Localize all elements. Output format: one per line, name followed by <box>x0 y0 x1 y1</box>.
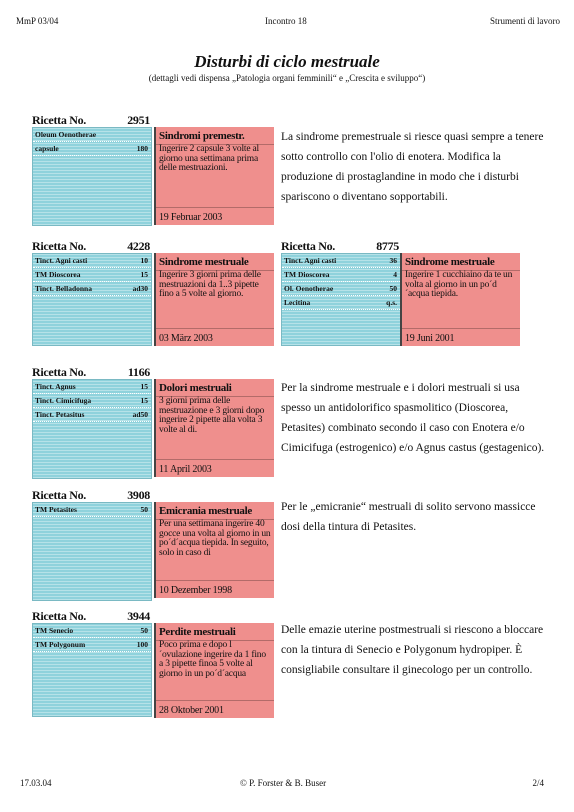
ingredient-row: Ol. Oenotherae 50 <box>282 282 400 296</box>
usage-card-8775: Sindrome mestruale Ingerire 1 cucchiaino da te un volta al giorno in un po´d´acqua tiepida. 19 Juni 2001 <box>400 253 520 346</box>
recipe-number: 1166 <box>127 365 150 379</box>
ingredient-row: TM Senecio 50 <box>33 624 151 638</box>
ingredient-row: Tinct. Cimicifuga 15 <box>33 394 151 408</box>
usage-card-2951 <box>154 127 274 225</box>
ingredient-row: Lecitina q.s. <box>282 296 400 310</box>
description-4: Delle emazie uterine postmestruali si riescono a bloccare con la tintura di Senecio e Polygonum hydropiper. È consigliabile consultare il ginecologo per un controllo. <box>281 624 544 676</box>
ingredient-row: Tinct. Petasitus ad50 <box>33 408 151 422</box>
recipe-label: Ricetta No. <box>32 113 87 127</box>
ingredient-row: Tinct. Agni casti 10 <box>33 254 151 268</box>
recipe-card-3944: Ricetta No. 3944 TM Senecio 50 TM Polygonum 100 <box>32 609 152 717</box>
footer-date: 17.03.04 <box>20 778 52 788</box>
footer-page-number: 2/4 <box>532 778 544 788</box>
usage-card-3908: Emicrania mestruale Per una settimana ingerire 40 gocce una volta al giorno in un po´d´acqua tiepida. In seguito, solo in caso di 10 Dezember 1998 <box>154 502 274 598</box>
ingredient-row: TM Polygonum 100 <box>33 638 151 652</box>
recipe-card-1166: Ricetta No. 1166 Tinct. Agnus 15 Tinct. Cimicifuga 15 Tinct. Petasitus ad50 <box>32 365 152 479</box>
description-2: Per la sindrome mestruale e i dolori mestruali si usa spesso un antidolorifico spasmolitico (Dioscorea, Petasites) combinato secondo il caso con Enotera e/o Cimicifuga (estrogenico) e/o Agnus castus (gestagenico). <box>281 382 545 454</box>
usage-title: Sindromi premestr. <box>159 130 245 142</box>
ingredient-row: TM Dioscorea 15 <box>33 268 151 282</box>
recipe-card-8775: Ricetta No. 8775 Tinct. Agni casti 36 TM Dioscorea 4 Ol. Oenotherae 50 Lecitina q.s. <box>281 239 401 346</box>
recipe-card-3908: Ricetta No. 3908 TM Petasites 50 <box>32 488 152 601</box>
usage-card-4228: Sindrome mestruale Ingerire 3 giorni prima delle mestruazioni da 1..3 pipette fino a 5 volte al giorno. 03 März 2003 <box>154 253 274 346</box>
ingredient-row: Tinct. Belladonna ad30 <box>33 282 151 296</box>
header-right: Strumenti di lavoro <box>490 16 560 26</box>
recipe-number: 3944 <box>127 609 150 623</box>
description-1: La sindrome premestruale si riesce quasi sempre a tenere sotto controllo con l'olio di enotera. Modifica la produzione di prostaglandine in modo che i disturbi spariscono o diventano sopportabili. <box>281 131 544 203</box>
recipe-number: 3908 <box>127 488 150 502</box>
page-title: Disturbi di ciclo mestruale <box>194 52 380 71</box>
ingredient-row: Tinct. Agnus 15 <box>33 380 151 394</box>
ingredient-row: capsule 180 <box>33 142 151 156</box>
recipe-card-2951 <box>32 113 152 226</box>
ingredient-row: TM Dioscorea 4 <box>282 268 400 282</box>
usage-date: 19 Februar 2003 <box>159 212 223 223</box>
page-subtitle: (dettagli vedi dispensa „Patologia organi femminili“ e „Crescita e sviluppo“) <box>148 73 426 83</box>
usage-text: Ingerire 2 capsule 3 volte al giorno una settimana prima delle mestruazioni. <box>159 144 259 173</box>
ingredient-row: TM Petasites 50 <box>33 503 151 517</box>
usage-card-1166: Dolori mestruali 3 giorni prima delle mestruazione e 3 giorni dopo ingerire 2 pipette alla volta 3 volte al di. 11 April 2003 <box>154 379 274 477</box>
recipe-number: 4228 <box>127 239 150 253</box>
usage-card-3944: Perdite mestruali Poco prima e dopo l´ovulazione ingerire da 1 fino a 3 pipette finoa 5 volte al giorno in un po´d´acqua 28 Oktober 2001 <box>154 623 274 718</box>
recipe-number: 8775 <box>376 239 399 253</box>
recipe-card-4228: Ricetta No. 4228 Tinct. Agni casti 10 TM Dioscorea 15 Tinct. Belladonna ad30 <box>32 239 152 346</box>
header-left: MmP 03/04 <box>16 16 59 26</box>
ingredient-row: Oleum Oenotherae <box>33 128 151 142</box>
recipe-number: 2951 <box>127 113 150 127</box>
ingredient-row: Tinct. Agni casti 36 <box>282 254 400 268</box>
description-3: Per le „emicranie“ mestruali di solito servono massicce dosi della tintura di Petasites. <box>281 501 536 533</box>
footer-copyright: © P. Forster & B. Buser <box>240 778 327 788</box>
header-center: Incontro 18 <box>265 16 307 26</box>
